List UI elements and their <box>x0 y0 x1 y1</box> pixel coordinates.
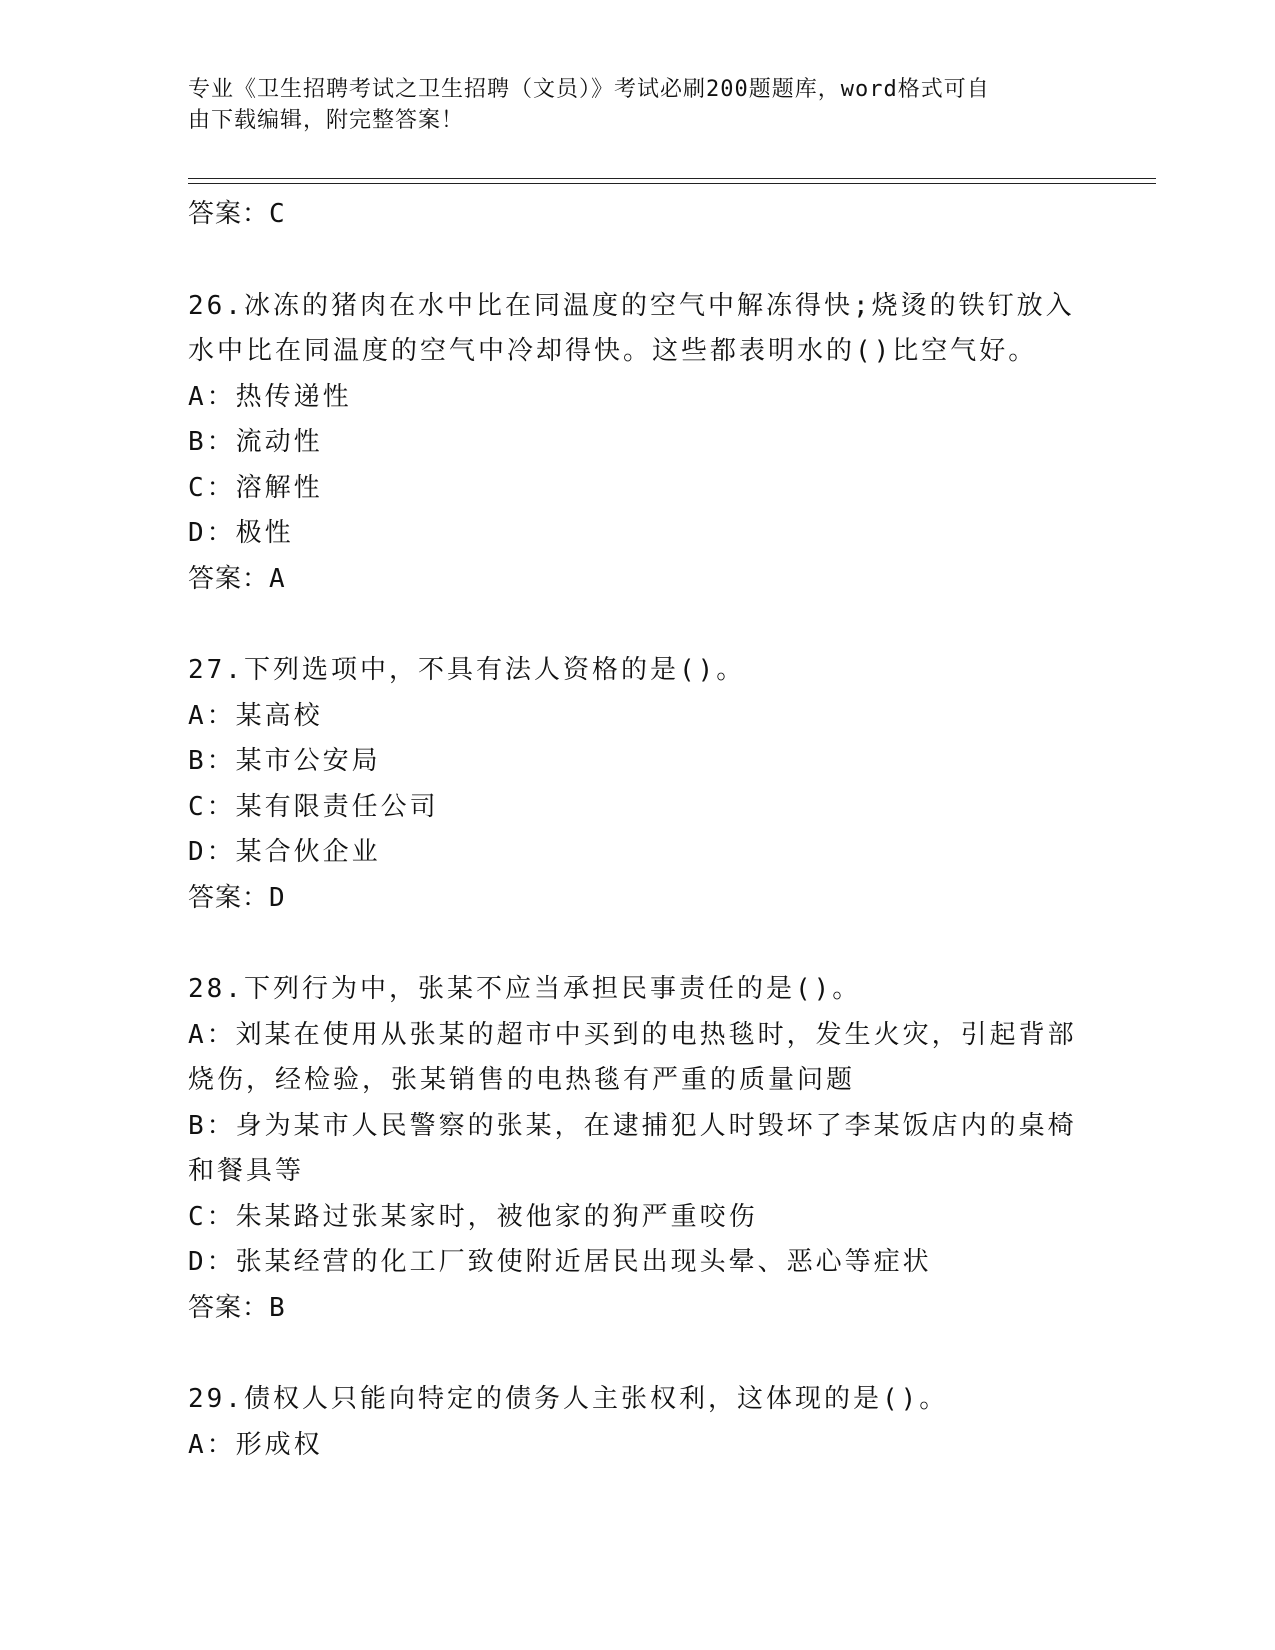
option-d: D：张某经营的化工厂致使附近居民出现头晕、恶心等症状 <box>188 1247 932 1277</box>
answer-value: A <box>269 563 286 594</box>
option-b: B：某市公安局 <box>188 746 381 776</box>
answer-line <box>188 192 1088 238</box>
spacer <box>188 1331 1088 1377</box>
header-rule-bottom <box>188 183 1156 184</box>
header-line-1: 专业《卫生招聘考试之卫生招聘（文员）》考试必刷200题题库，word格式可自 <box>188 77 990 102</box>
spacer <box>188 921 1088 967</box>
answer-value: C <box>269 199 286 229</box>
option-b: B：身为某市人民警察的张某，在逮捕犯人时毁坏了李某饭店内的桌椅 <box>188 1110 1077 1141</box>
option-a: A：某高校 <box>188 700 323 731</box>
header-rule-top <box>188 178 1156 179</box>
spacer <box>188 602 1088 648</box>
question-stem: 26.冰冻的猪肉在水中比在同温度的空气中解冻得快;烧烫的铁钉放入 <box>188 290 1075 321</box>
question-stem: 28.下列行为中，张某不应当承担民事责任的是()。 <box>188 974 862 1004</box>
answer-line <box>188 1286 1088 1332</box>
question-stem: 27.下列选项中，不具有法人资格的是()。 <box>188 655 746 685</box>
option-d: D：某合伙企业 <box>188 837 381 867</box>
answer-prefix: 答案： <box>188 563 270 594</box>
option-b-continued: 和餐具等 <box>188 1156 305 1186</box>
answer-line <box>188 557 1088 603</box>
option-a: A：形成权 <box>188 1429 323 1460</box>
option-c: C：溶解性 <box>188 472 323 503</box>
answer-line <box>188 876 1088 922</box>
option-c: C：朱某路过张某家时，被他家的狗严重咬伤 <box>188 1201 758 1232</box>
option-d: D：极性 <box>188 518 294 548</box>
option-a: A：热传递性 <box>188 381 352 412</box>
answer-value: B <box>269 1292 286 1323</box>
option-c: C：某有限责任公司 <box>188 791 439 822</box>
option-a: A：刘某在使用从张某的超市中买到的电热毯时，发生火灾，引起背部 <box>188 1019 1077 1050</box>
document-header <box>188 74 1068 136</box>
question-stem: 水中比在同温度的空气中冷却得快。这些都表明水的()比空气好。 <box>188 336 1038 366</box>
answer-prefix: 答案： <box>188 199 270 229</box>
question-list <box>188 192 1088 1468</box>
question-stem: 29.债权人只能向特定的债务人主张权利，这体现的是()。 <box>188 1384 949 1414</box>
header-line-2: 由下载编辑，附完整答案！ <box>188 108 465 133</box>
answer-prefix: 答案： <box>188 882 270 913</box>
answer-value: D <box>269 882 286 913</box>
option-b: B：流动性 <box>188 427 323 457</box>
option-a-continued: 烧伤，经检验，张某销售的电热毯有严重的质量问题 <box>188 1065 856 1095</box>
spacer <box>188 238 1088 284</box>
answer-prefix: 答案： <box>188 1292 270 1323</box>
